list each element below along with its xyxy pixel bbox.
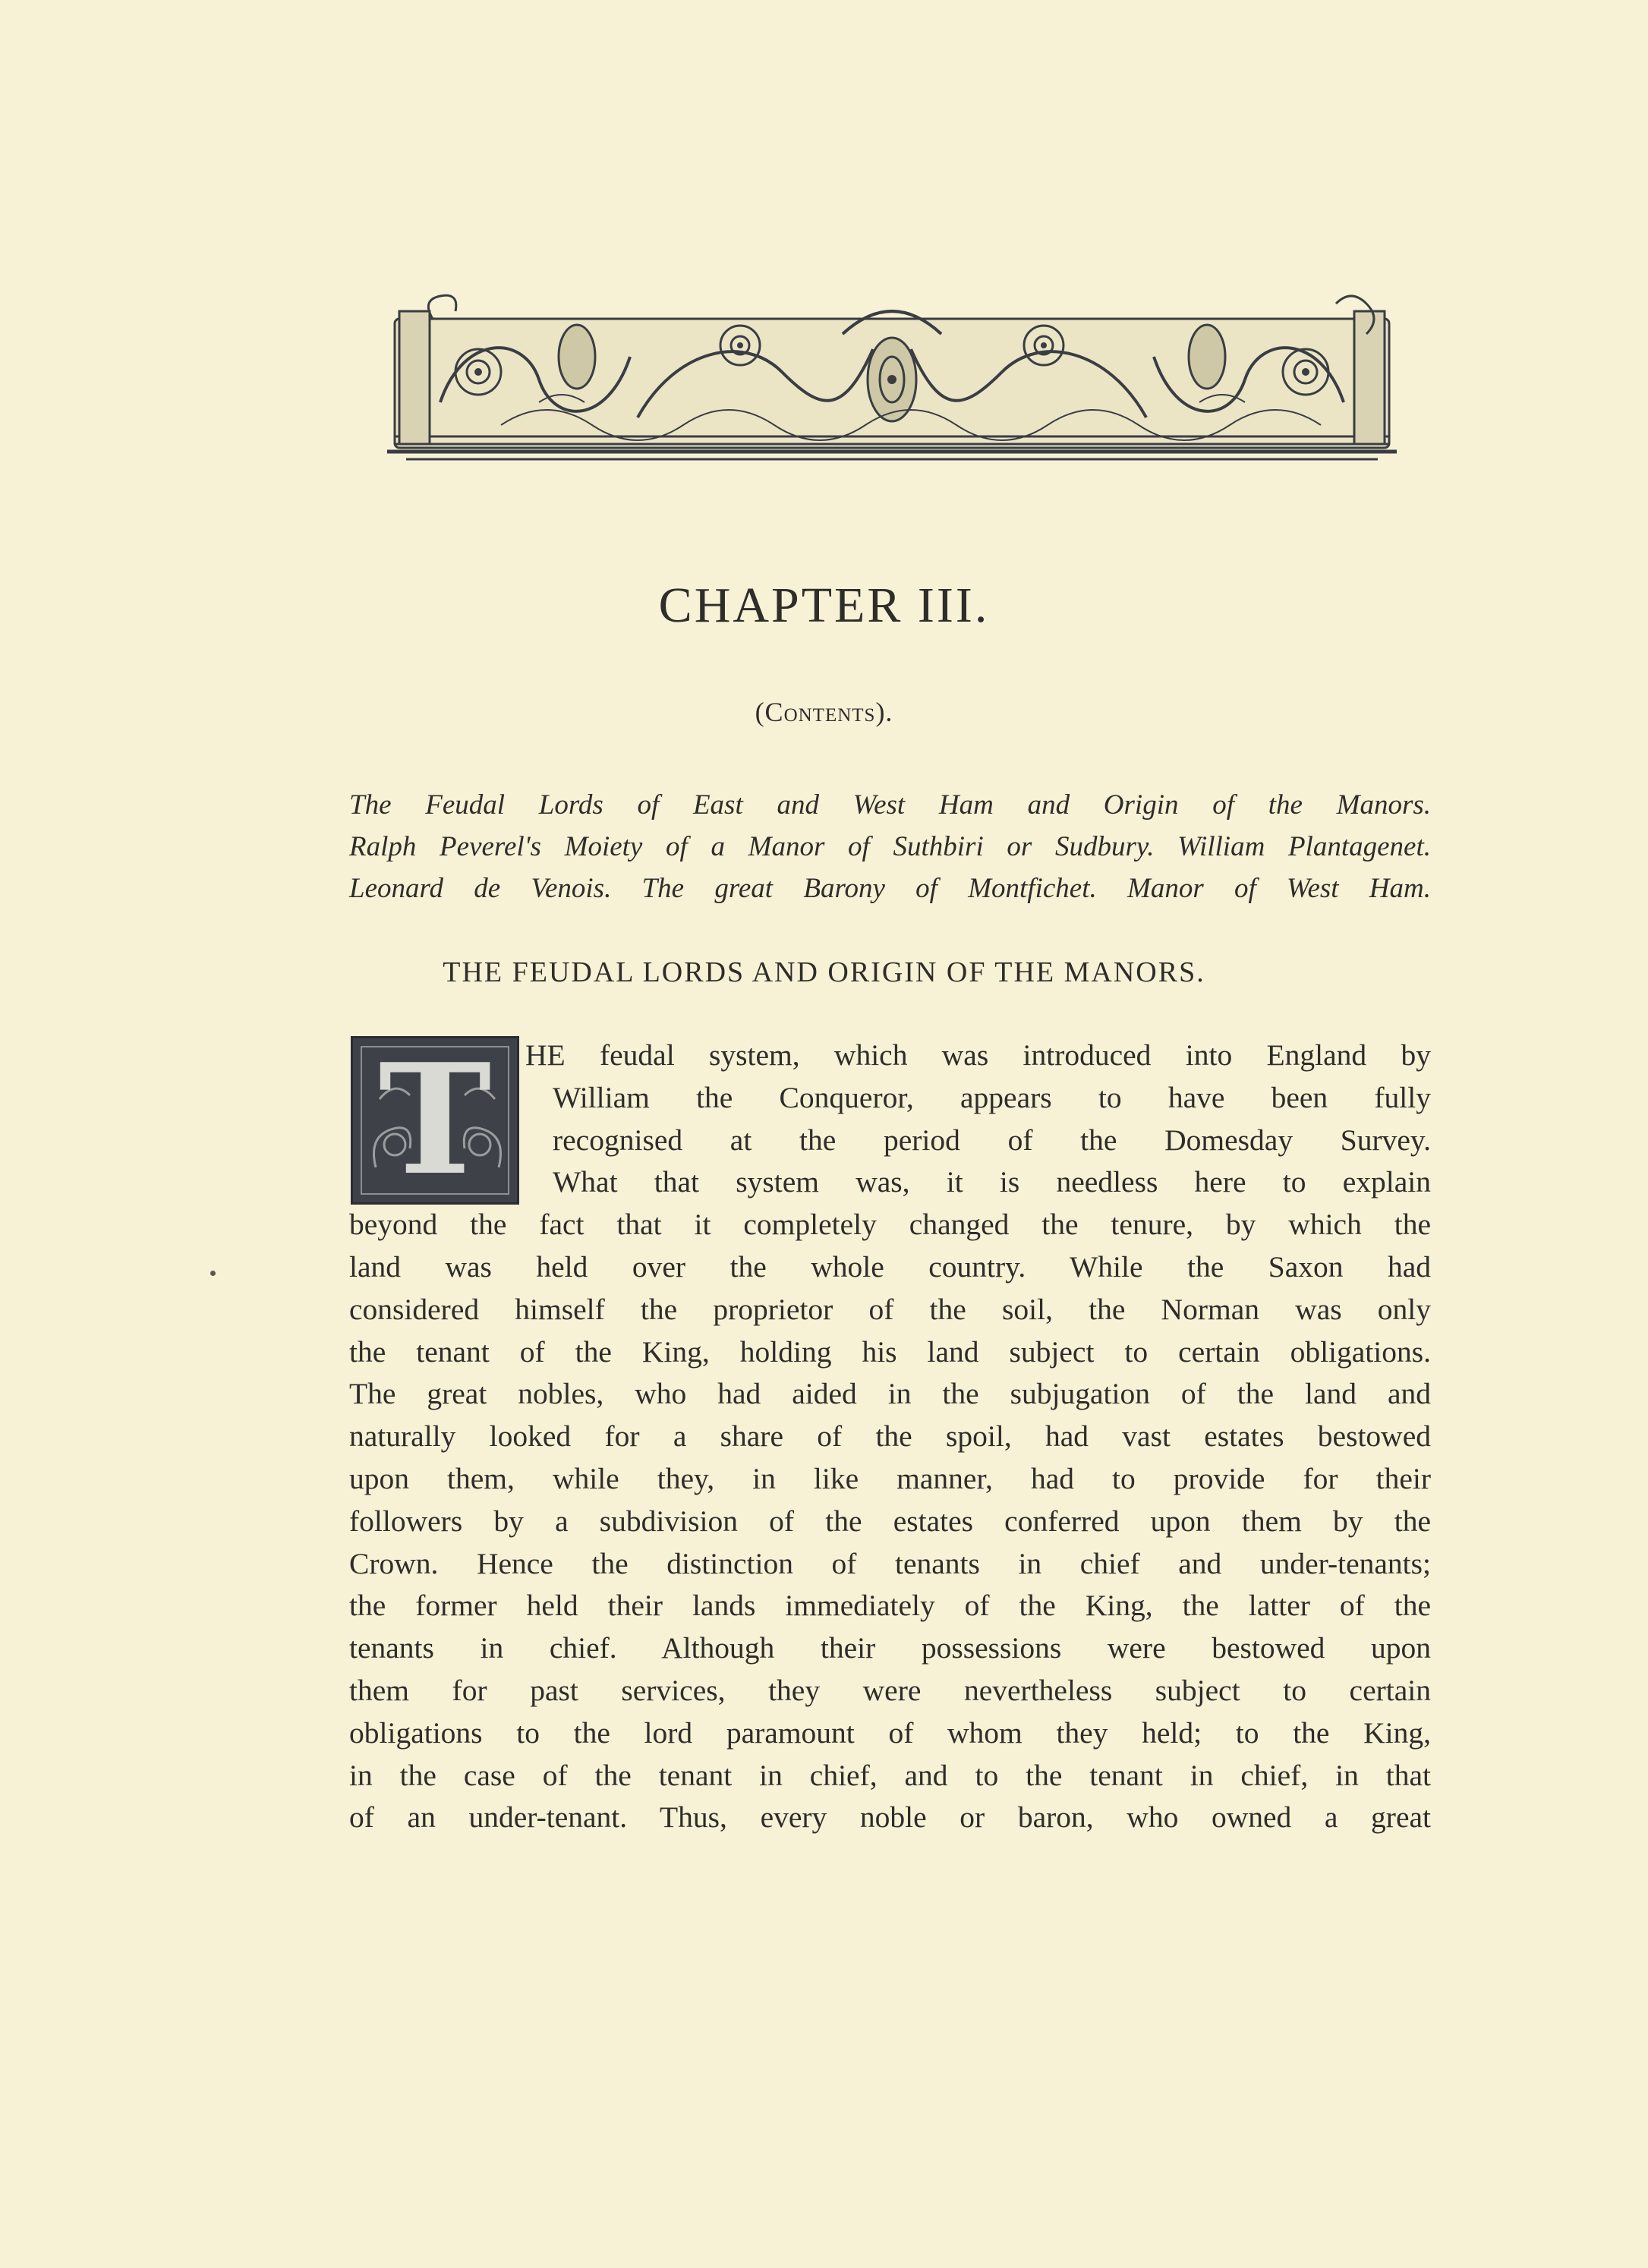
text-line: obligations to the lord paramount of whom they held; to the King, — [349, 1715, 1431, 1750]
text-line: Crown. Hence the distinction of tenants in chief and under-tenants; — [349, 1546, 1431, 1580]
text-line: the former held their lands immediately of the King, the latter of the — [349, 1589, 1431, 1623]
text-line: The great nobles, who had aided in the subjugation of the land and — [349, 1377, 1431, 1411]
text-line: recognised at the period of the Domesday Survey. — [553, 1123, 1431, 1157]
chapter-title: CHAPTER III. — [658, 578, 990, 633]
text-line: What that system was, it is needless here to explain — [553, 1165, 1431, 1199]
text-line: upon them, while they, in like manner, had to provide for their — [349, 1461, 1431, 1495]
text-line: the tenant of the King, holding his land subject to certain obligations. — [349, 1334, 1431, 1369]
summary-line: Leonard de Venois. The great Barony of Montfichet. Manor of West Ham. — [349, 873, 1431, 904]
margin-speck — [210, 1271, 216, 1276]
text-line: tenants in chief. Although their possessions were bestowed upon — [349, 1631, 1431, 1665]
chapter-summary — [349, 784, 1431, 909]
text-line: William the Conqueror, appears to have been fully — [553, 1080, 1431, 1114]
text-line: them for past services, they were nevertheless subject to certain — [349, 1673, 1431, 1707]
section-heading: THE FEUDAL LORDS AND ORIGIN OF THE MANORS. — [443, 956, 1205, 988]
text-line: in the case of the tenant in chief, and to the tenant in chief, in that — [349, 1758, 1431, 1792]
text-line: naturally looked for a share of the spoil, had vast estates bestowed — [349, 1419, 1431, 1454]
summary-line: The Feudal Lords of East and West Ham and Origin of the Manors. — [349, 789, 1431, 821]
text-line: land was held over the whole country. While the Saxon had — [349, 1249, 1431, 1284]
text-line: beyond the fact that it completely changed the tenure, by which the — [349, 1208, 1431, 1242]
ornamental-headpiece — [387, 288, 1397, 474]
contents-label: (Contents). — [755, 697, 893, 727]
summary-line: Ralph Peverel's Moiety of a Manor of Suthbiri or Sudbury. William Plantagenet. — [349, 831, 1431, 862]
body-text — [349, 1031, 1431, 1839]
text-line: of an under-tenant. Thus, every noble or baron, who owned a great — [349, 1800, 1431, 1835]
text-line: HE feudal system, which was introduced into England by — [525, 1038, 1431, 1072]
drop-cap-letter: T — [378, 1031, 492, 1209]
text-line: followers by a subdivision of the estates conferred upon them by the — [349, 1504, 1431, 1538]
text-line: considered himself the proprietor of the soil, the Norman was only — [349, 1292, 1431, 1326]
